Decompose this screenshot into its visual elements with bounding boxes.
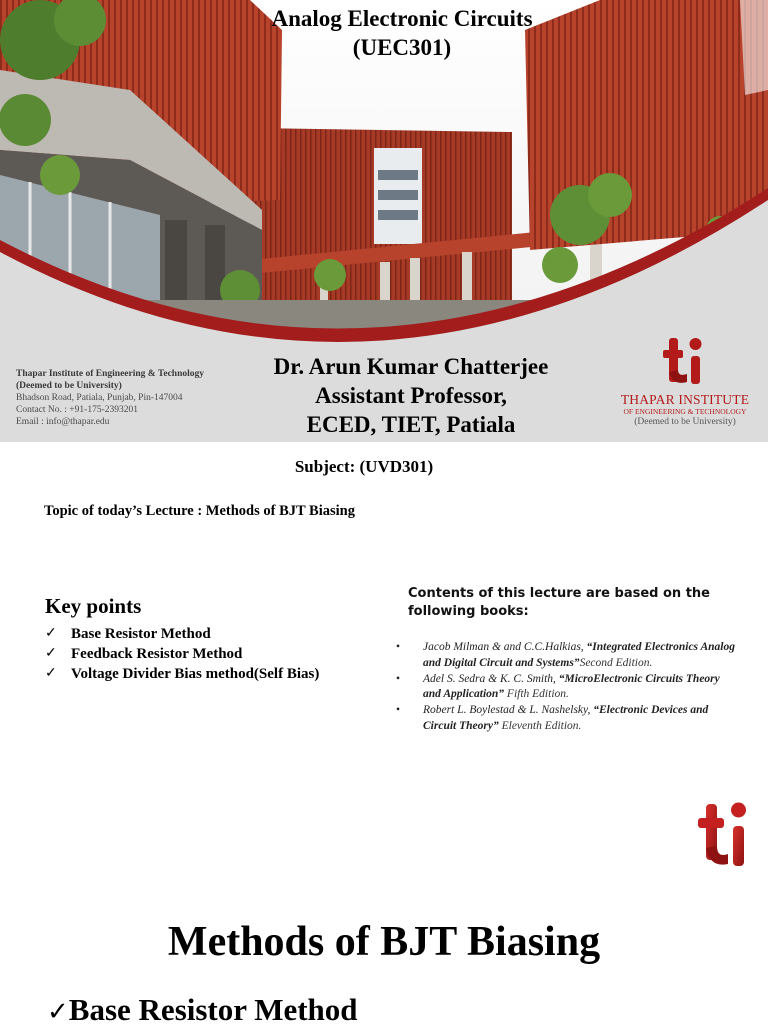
ti-logo-icon	[698, 798, 750, 870]
presenter-department: ECED, TIET, Patiala	[306, 412, 516, 437]
list-item	[45, 624, 319, 644]
book-title: “Integrated Electronics Analog and Digital Circuit and Systems”	[423, 641, 735, 669]
books-heading: Contents of this lecture are based on the following books:	[408, 586, 710, 619]
checkmark-icon: ✓	[45, 646, 57, 661]
list-item	[45, 664, 319, 684]
key-points-heading: Key points	[45, 594, 142, 618]
presenter-designation: Assistant Professor,	[315, 383, 507, 408]
course-name: Analog Electronic Circuits	[271, 6, 533, 31]
methods-slide	[0, 892, 768, 1027]
institute-address: Bhadson Road, Patiala, Punjab, Pin-147004	[16, 393, 183, 403]
bullet-icon: •	[396, 704, 401, 717]
list-item	[396, 640, 736, 672]
subject-heading: Subject: (UVD301)	[294, 457, 434, 476]
method-name: Base Resistor Method	[68, 992, 358, 1027]
presenter-name: Dr. Arun Kumar Chatterjee	[273, 354, 549, 379]
list-item	[45, 644, 319, 664]
book-authors: Adel S. Sedra & K. C. Smith,	[423, 672, 559, 685]
reference-books-list	[396, 640, 736, 735]
book-edition: Eleventh Edition.	[498, 719, 582, 732]
institute-contact: Contact No. : +91-175-2393201	[16, 405, 138, 415]
key-points-list	[45, 624, 319, 684]
course-code: (UEC301)	[352, 35, 452, 60]
thapar-logo	[618, 334, 752, 428]
book-title: “MicroElectronic Circuits Theory and Application”	[423, 672, 720, 701]
ti-logo-icon	[663, 334, 707, 388]
institute-status: (Deemed to be University)	[16, 381, 122, 391]
list-item	[47, 990, 358, 1032]
book-authors: Jacob Milman & and C.C.Halkias,	[423, 641, 587, 653]
institute-email: Email : info@thapar.edu	[16, 417, 110, 427]
content-slide	[0, 442, 768, 892]
book-edition: Second Edition.	[579, 656, 653, 669]
institute-contact-info	[16, 368, 236, 428]
title-slide	[0, 0, 768, 442]
key-point-text: Base Resistor Method	[71, 626, 211, 642]
bullet-icon: •	[396, 641, 401, 653]
list-item	[396, 672, 736, 704]
slide-title: Methods of BJT Biasing	[167, 919, 601, 965]
book-title: “Electronic Devices and Circuit Theory”	[423, 704, 709, 732]
bullet-icon: •	[396, 672, 401, 685]
topic-line: Topic of today’s Lecture : Methods of BJT Biasing	[44, 503, 355, 519]
list-item	[396, 703, 736, 735]
checkmark-icon: ✓	[45, 626, 57, 641]
logo-institute-name: THAPAR INSTITUTE	[620, 392, 750, 407]
logo-deemed: (Deemed to be University)	[634, 417, 736, 427]
book-authors: Robert L. Boylestad & L. Nashelsky,	[423, 704, 594, 717]
course-title	[0, 4, 768, 62]
key-point-text: Voltage Divider Bias method(Self Bias)	[71, 666, 320, 682]
checkmark-icon: ✓	[45, 666, 57, 681]
book-edition: Fifth Edition.	[504, 688, 569, 701]
presenter-block	[230, 352, 592, 439]
institute-name: Thapar Institute of Engineering & Technology	[16, 369, 205, 379]
logo-subtitle: OF ENGINEERING & TECHNOLOGY	[623, 407, 747, 416]
key-point-text: Feedback Resistor Method	[71, 646, 243, 662]
checkmark-icon: ✓	[47, 997, 69, 1026]
